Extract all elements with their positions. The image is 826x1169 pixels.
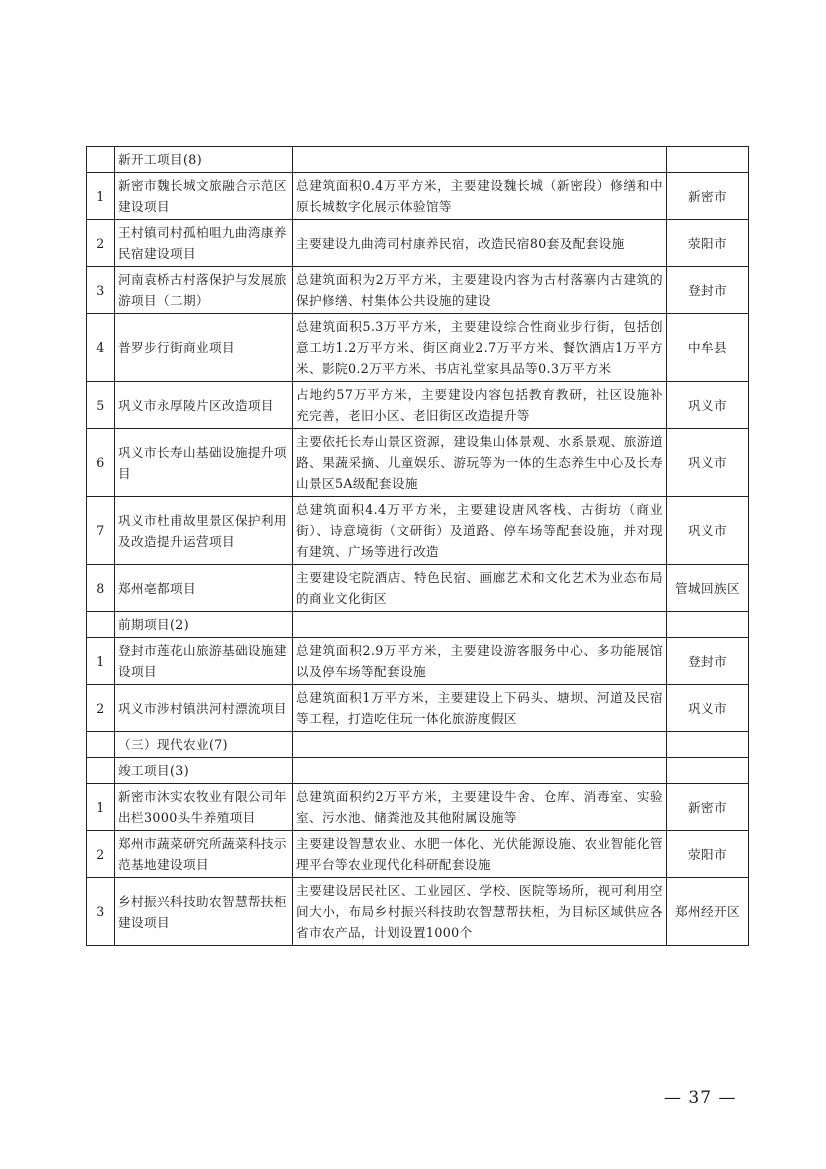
table-row (87, 878, 749, 946)
project-area: 新密市 (667, 173, 749, 220)
table-row (87, 784, 749, 831)
project-name: 巩义市涉村镇洪河村漂流项目 (115, 685, 293, 732)
row-number: 2 (87, 831, 115, 878)
table-row (87, 565, 749, 612)
project-description: 总建筑面积约2万平方米，主要建设牛舍、仓库、消毒室、实验室、污水池、储粪池及其他附属设施等 (293, 784, 667, 831)
section-row (87, 732, 749, 758)
empty-cell (667, 147, 749, 173)
row-number: 7 (87, 497, 115, 565)
project-name: 新密市沐实农牧业有限公司年出栏3000头牛养殖项目 (115, 784, 293, 831)
empty-cell (293, 758, 667, 784)
table-row (87, 429, 749, 497)
empty-cell (667, 612, 749, 638)
row-number: 8 (87, 565, 115, 612)
project-area: 新密市 (667, 784, 749, 831)
project-area: 登封市 (667, 638, 749, 685)
project-name: 郑州亳都项目 (115, 565, 293, 612)
project-name: 郑州市蔬菜研究所蔬菜科技示范基地建设项目 (115, 831, 293, 878)
project-description: 主要建设智慧农业、水肥一体化、光伏能源设施、农业智能化管理平台等农业现代化科研配套设施 (293, 831, 667, 878)
project-area: 巩义市 (667, 382, 749, 429)
project-name: 乡村振兴科技助农智慧帮扶柜建设项目 (115, 878, 293, 946)
empty-cell (293, 732, 667, 758)
section-title: 前期项目(2) (115, 612, 293, 638)
empty-cell (293, 147, 667, 173)
project-description: 主要建设宅院酒店、特色民宿、画廊艺术和文化艺术为业态布局的商业文化街区 (293, 565, 667, 612)
project-area: 管城回族区 (667, 565, 749, 612)
project-name: 巩义市杜甫故里景区保护利用及改造提升运营项目 (115, 497, 293, 565)
project-area: 巩义市 (667, 685, 749, 732)
row-number: 4 (87, 314, 115, 382)
project-description: 总建筑面积0.4万平方米，主要建设魏长城（新密段）修缮和中原长城数字化展示体验馆等 (293, 173, 667, 220)
project-description: 主要建设居民社区、工业园区、学校、医院等场所，视可利用空间大小，布局乡村振兴科技助农智慧帮扶柜，为目标区域供应各省市农产品，计划设置1000个 (293, 878, 667, 946)
section-row (87, 758, 749, 784)
section-row (87, 147, 749, 173)
project-description: 总建筑面积2.9万平方米，主要建设游客服务中心、多功能展馆以及停车场等配套设施 (293, 638, 667, 685)
empty-cell (293, 612, 667, 638)
project-area: 荥阳市 (667, 220, 749, 267)
project-name: 王村镇司村孤柏咀九曲湾康养民宿建设项目 (115, 220, 293, 267)
section-title: 新开工项目(8) (115, 147, 293, 173)
section-row (87, 612, 749, 638)
table-row (87, 497, 749, 565)
project-description: 总建筑面积4.4万平方米，主要建设唐风客栈、古街坊（商业街）、诗意境街（文研街）及道路、停车场等配套设施，并对现有建筑、广场等进行改造 (293, 497, 667, 565)
table-row (87, 173, 749, 220)
project-description: 总建筑面积1万平方米，主要建设上下码头、塘坝、河道及民宿等工程，打造吃住玩一体化旅游度假区 (293, 685, 667, 732)
project-name: 登封市莲花山旅游基础设施建设项目 (115, 638, 293, 685)
project-area: 巩义市 (667, 429, 749, 497)
section-title: （三）现代农业(7) (115, 732, 293, 758)
empty-cell (87, 612, 115, 638)
project-description: 总建筑面积为2万平方米，主要建设内容为古村落寨内古建筑的保护修缮、村集体公共设施的建设 (293, 267, 667, 314)
row-number: 2 (87, 685, 115, 732)
row-number: 3 (87, 267, 115, 314)
row-number: 1 (87, 638, 115, 685)
row-number: 3 (87, 878, 115, 946)
empty-cell (667, 732, 749, 758)
project-name: 新密市魏长城文旅融合示范区建设项目 (115, 173, 293, 220)
table-row (87, 314, 749, 382)
project-name: 巩义市永厚陵片区改造项目 (115, 382, 293, 429)
project-area: 荥阳市 (667, 831, 749, 878)
project-description: 主要建设九曲湾司村康养民宿，改造民宿80套及配套设施 (293, 220, 667, 267)
section-title: 竣工项目(3) (115, 758, 293, 784)
empty-cell (87, 147, 115, 173)
page-number: — 37 — (664, 1088, 737, 1108)
empty-cell (667, 758, 749, 784)
project-name: 河南袁桥古村落保护与发展旅游项目（二期） (115, 267, 293, 314)
empty-cell (87, 732, 115, 758)
row-number: 5 (87, 382, 115, 429)
project-area: 中牟县 (667, 314, 749, 382)
project-area: 郑州经开区 (667, 878, 749, 946)
project-description: 总建筑面积5.3万平方米，主要建设综合性商业步行街，包括创意工坊1.2万平方米、街区商业2.7万平方米、餐饮酒店1万平方米、影院0.2万平方米、书店礼堂家具品等0.3万平方米 (293, 314, 667, 382)
project-name: 普罗步行街商业项目 (115, 314, 293, 382)
project-description: 主要依托长寿山景区资源，建设集山体景观、水系景观、旅游道路、果蔬采摘、儿童娱乐、游玩等为一体的生态养生中心及长寿山景区5A级配套设施 (293, 429, 667, 497)
table-row (87, 638, 749, 685)
table-row (87, 685, 749, 732)
table-row (87, 267, 749, 314)
row-number: 6 (87, 429, 115, 497)
project-table (86, 146, 749, 946)
project-area: 巩义市 (667, 497, 749, 565)
table-row (87, 382, 749, 429)
table-row (87, 220, 749, 267)
row-number: 2 (87, 220, 115, 267)
row-number: 1 (87, 173, 115, 220)
table-row (87, 831, 749, 878)
empty-cell (87, 758, 115, 784)
project-name: 巩义市长寿山基础设施提升项目 (115, 429, 293, 497)
project-area: 登封市 (667, 267, 749, 314)
project-description: 占地约57万平方米，主要建设内容包括教育教研，社区设施补充完善，老旧小区、老旧街区改造提升等 (293, 382, 667, 429)
row-number: 1 (87, 784, 115, 831)
